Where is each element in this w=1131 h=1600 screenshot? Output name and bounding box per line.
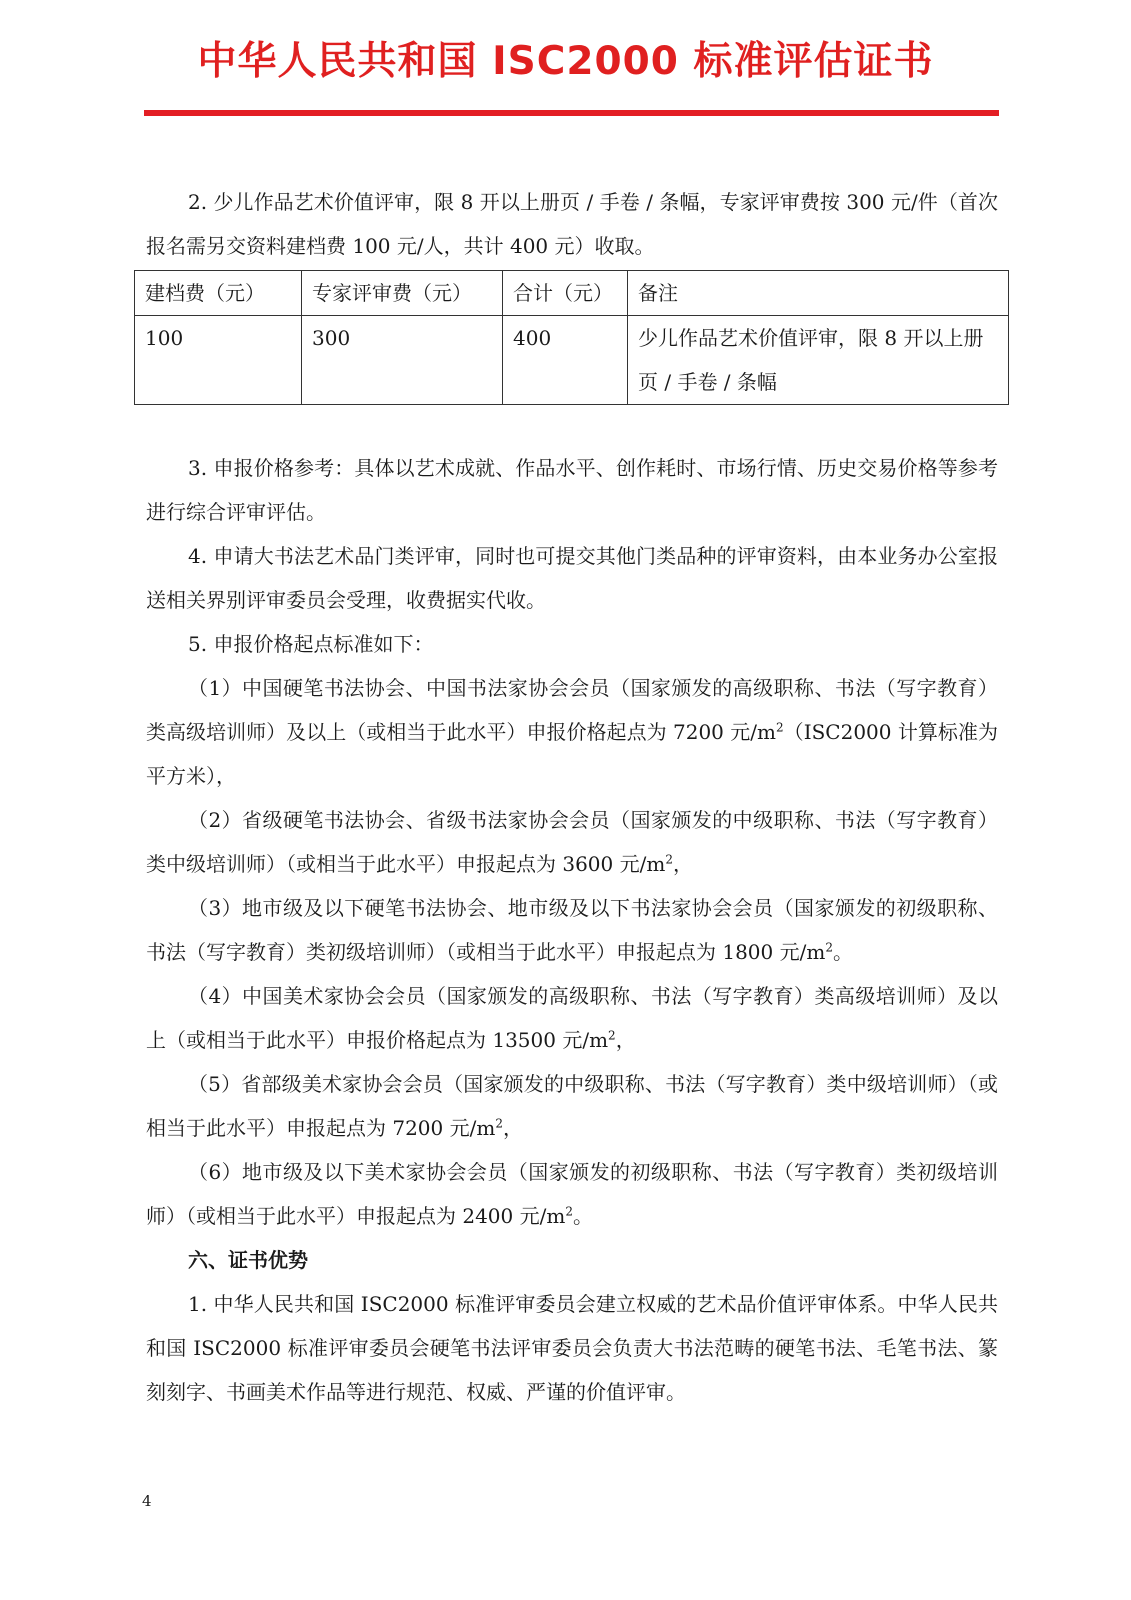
cell-total: 400 <box>503 316 628 405</box>
header-archive-fee: 建档费（元） <box>135 271 302 316</box>
header-total: 合计（元） <box>503 271 628 316</box>
punctuation: 。 <box>572 1204 593 1228</box>
superscript: 2 <box>495 1116 503 1131</box>
paragraph-3: 3. 申报价格参考：具体以艺术成就、作品水平、创作耗时、市场行情、历史交易价格等参考进行综合评审评估。 <box>146 456 998 524</box>
cell-remarks: 少儿作品艺术价值评审，限 8 开以上册页 / 手卷 / 条幅 <box>628 316 1009 405</box>
cell-archive-fee: 100 <box>135 316 302 405</box>
standard-item-3 <box>146 886 998 974</box>
cell-review-fee: 300 <box>302 316 503 405</box>
superscript: 2 <box>665 852 673 867</box>
superscript: 2 <box>565 1204 573 1219</box>
section-2-block <box>146 180 998 268</box>
document-title: 中华人民共和国 ISC2000 标准评估证书 <box>197 39 934 84</box>
page-number: 4 <box>142 1492 152 1510</box>
standard-item-2 <box>146 798 998 886</box>
fee-table <box>134 270 1009 405</box>
punctuation: 。 <box>832 940 853 964</box>
title-divider <box>144 110 999 116</box>
punctuation: ， <box>502 1116 523 1140</box>
standard-item-5-text: （5）省部级美术家协会会员（国家颁发的中级职称、书法（写字教育）类中级培训师）（或相当于此水平）申报起点为 7200 元/m <box>146 1072 998 1140</box>
standard-item-4-text: （4）中国美术家协会会员（国家颁发的高级职称、书法（写字教育）类高级培训师）及以上（或相当于此水平）申报价格起点为 13500 元/m <box>146 984 998 1052</box>
header-review-fee: 专家评审费（元） <box>302 271 503 316</box>
section-6-heading: 六、证书优势 <box>188 1248 308 1272</box>
superscript: 2 <box>776 720 784 735</box>
paragraph-5: 5. 申报价格起点标准如下： <box>188 632 434 656</box>
standard-item-1 <box>146 666 998 798</box>
standard-item-5 <box>146 1062 998 1150</box>
superscript: 2 <box>825 940 833 955</box>
paragraph-4: 4. 申请大书法艺术品门类评审，同时也可提交其他门类品种的评审资料，由本业务办公室报送相关界别评审委员会受理，收费据实代收。 <box>146 544 998 612</box>
header-remarks: 备注 <box>628 271 1009 316</box>
table-row <box>135 316 1009 405</box>
table-header-row <box>135 271 1009 316</box>
standard-item-2-text: （2）省级硬笔书法协会、省级书法家协会会员（国家颁发的中级职称、书法（写字教育）类中级培训师）（或相当于此水平）申报起点为 3600 元/m <box>146 808 998 876</box>
standard-item-6-text: （6）地市级及以下美术家协会会员（国家颁发的初级职称、书法（写字教育）类初级培训师）（或相当于此水平）申报起点为 2400 元/m <box>146 1160 998 1228</box>
standard-item-4 <box>146 974 998 1062</box>
punctuation: ， <box>615 1028 636 1052</box>
section-6-paragraph-1: 1. 中华人民共和国 ISC2000 标准评审委员会建立权威的艺术品价值评审体系。中华人民共和国 ISC2000 标准评审委员会硬笔书法评审委员会负责大书法范畴的硬笔书法、毛笔书法、篆刻刻字、书画美术作品等进行规范、权威、严谨的价值评审。 <box>146 1292 998 1404</box>
standard-item-3-text: （3）地市级及以下硬笔书法协会、地市级及以下书法家协会会员（国家颁发的初级职称、书法（写字教育）类初级培训师）（或相当于此水平）申报起点为 1800 元/m <box>146 896 998 964</box>
paragraph-2: 2. 少儿作品艺术价值评审，限 8 开以上册页 / 手卷 / 条幅，专家评审费按 300 元/件（首次报名需另交资料建档费 100 元/人，共计 400 元）收取。 <box>146 190 998 258</box>
superscript: 2 <box>608 1028 616 1043</box>
punctuation: ， <box>672 852 693 876</box>
standard-item-1-tail: （ISC2000 计算标准为平方米）， <box>146 720 998 788</box>
standard-item-1-text: （1）中国硬笔书法协会、中国书法家协会会员（国家颁发的高级职称、书法（写字教育）类高级培训师）及以上（或相当于此水平）申报价格起点为 7200 元/m <box>146 676 998 744</box>
body-text <box>146 446 998 1414</box>
standard-item-6 <box>146 1150 998 1238</box>
